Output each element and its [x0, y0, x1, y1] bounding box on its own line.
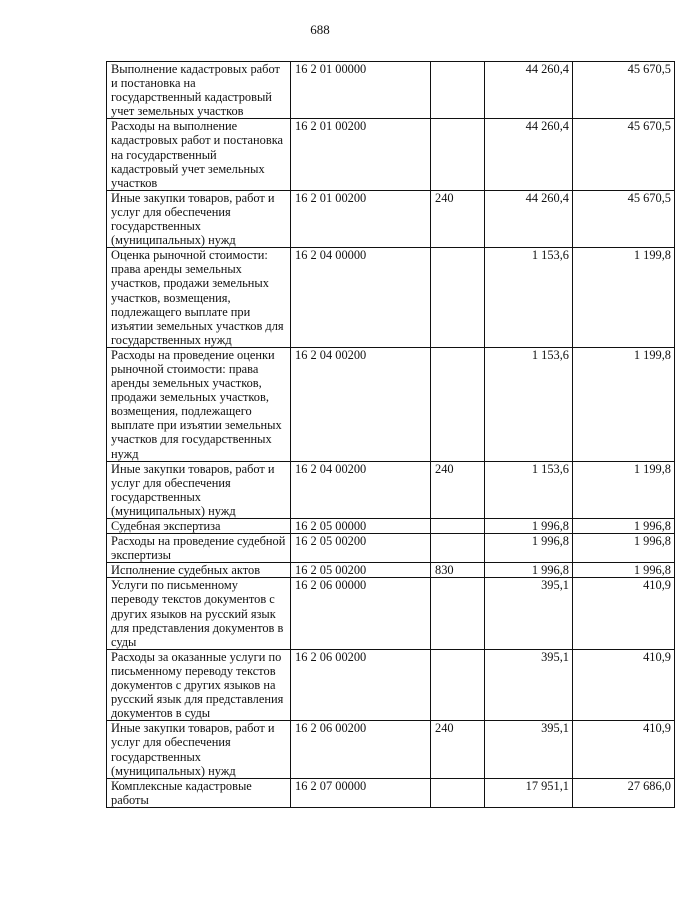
row-expense-type: [431, 347, 485, 461]
table-row: [107, 778, 675, 807]
row-code: 16 2 05 00200: [291, 563, 431, 578]
row-expense-type: [431, 519, 485, 534]
row-name: Расходы за оказанные услуги по письменному переводу текстов документов с других языков на русский язык для представления документов в суды: [107, 649, 291, 720]
row-name: Исполнение судебных актов: [107, 563, 291, 578]
row-expense-type: 830: [431, 563, 485, 578]
table-row: [107, 347, 675, 461]
row-expense-type: [431, 649, 485, 720]
row-sum-year1: 1 996,8: [485, 519, 573, 534]
table-row: [107, 119, 675, 190]
row-sum-year2: 1 996,8: [573, 519, 675, 534]
row-sum-year1: 395,1: [485, 649, 573, 720]
row-sum-year1: 44 260,4: [485, 62, 573, 119]
row-sum-year1: 1 153,6: [485, 347, 573, 461]
table-row: [107, 721, 675, 778]
row-code: 16 2 04 00000: [291, 248, 431, 348]
budget-table: [106, 61, 675, 808]
row-expense-type: [431, 534, 485, 563]
row-sum-year1: 395,1: [485, 578, 573, 649]
table-row: [107, 519, 675, 534]
table-row: [107, 248, 675, 348]
row-sum-year2: 410,9: [573, 721, 675, 778]
row-name: Расходы на проведение оценки рыночной стоимости: права аренды земельных участков, продажи земельных участков, возмещения, подлежащего выплате при изъятии земельных участков для государственных нужд: [107, 347, 291, 461]
table-row: [107, 649, 675, 720]
table-row: [107, 563, 675, 578]
row-code: 16 2 04 00200: [291, 461, 431, 518]
table-row: [107, 190, 675, 247]
row-name: Расходы на проведение судебной экспертизы: [107, 534, 291, 563]
row-sum-year1: 44 260,4: [485, 119, 573, 190]
row-expense-type: [431, 248, 485, 348]
row-expense-type: 240: [431, 721, 485, 778]
row-code: 16 2 04 00200: [291, 347, 431, 461]
table-row: [107, 578, 675, 649]
row-code: 16 2 01 00200: [291, 190, 431, 247]
row-name: Расходы на выполнение кадастровых работ и постановка на государственный кадастровый учет земельных участков: [107, 119, 291, 190]
row-name: Иные закупки товаров, работ и услуг для обеспечения государственных (муниципальных) нужд: [107, 461, 291, 518]
row-code: 16 2 01 00200: [291, 119, 431, 190]
row-sum-year1: 395,1: [485, 721, 573, 778]
table-row: [107, 62, 675, 119]
row-name: Судебная экспертиза: [107, 519, 291, 534]
row-sum-year1: 1 996,8: [485, 534, 573, 563]
row-sum-year1: 44 260,4: [485, 190, 573, 247]
row-code: 16 2 06 00200: [291, 649, 431, 720]
table-row: [107, 534, 675, 563]
row-sum-year1: 17 951,1: [485, 778, 573, 807]
table-row: [107, 461, 675, 518]
row-code: 16 2 07 00000: [291, 778, 431, 807]
row-expense-type: [431, 62, 485, 119]
row-code: 16 2 05 00200: [291, 534, 431, 563]
row-sum-year1: 1 153,6: [485, 461, 573, 518]
row-sum-year2: 1 996,8: [573, 534, 675, 563]
row-expense-type: [431, 778, 485, 807]
row-sum-year1: 1 153,6: [485, 248, 573, 348]
row-sum-year2: 1 199,8: [573, 461, 675, 518]
row-name: Иные закупки товаров, работ и услуг для обеспечения государственных (муниципальных) нужд: [107, 721, 291, 778]
row-name: Иные закупки товаров, работ и услуг для обеспечения государственных (муниципальных) нужд: [107, 190, 291, 247]
row-expense-type: 240: [431, 190, 485, 247]
row-sum-year2: 1 199,8: [573, 347, 675, 461]
row-expense-type: 240: [431, 461, 485, 518]
row-sum-year2: 1 199,8: [573, 248, 675, 348]
row-name: Оценка рыночной стоимости: права аренды земельных участков, продажи земельных участков, возмещения, подлежащего выплате при изъятии земельных участков для государственных нужд: [107, 248, 291, 348]
row-sum-year2: 45 670,5: [573, 119, 675, 190]
row-sum-year2: 45 670,5: [573, 190, 675, 247]
row-sum-year2: 27 686,0: [573, 778, 675, 807]
row-sum-year2: 1 996,8: [573, 563, 675, 578]
row-code: 16 2 01 00000: [291, 62, 431, 119]
row-sum-year2: 410,9: [573, 649, 675, 720]
row-sum-year2: 410,9: [573, 578, 675, 649]
row-sum-year2: 45 670,5: [573, 62, 675, 119]
row-name: Комплексные кадастровые работы: [107, 778, 291, 807]
row-code: 16 2 06 00000: [291, 578, 431, 649]
row-expense-type: [431, 119, 485, 190]
row-name: Услуги по письменному переводу текстов документов с других языков на русский язык для представления документов в суды: [107, 578, 291, 649]
row-name: Выполнение кадастровых работ и постановка на государственный кадастровый учет земельных участков: [107, 62, 291, 119]
row-code: 16 2 05 00000: [291, 519, 431, 534]
page-number: 688: [310, 22, 330, 37]
row-sum-year1: 1 996,8: [485, 563, 573, 578]
row-expense-type: [431, 578, 485, 649]
row-code: 16 2 06 00200: [291, 721, 431, 778]
